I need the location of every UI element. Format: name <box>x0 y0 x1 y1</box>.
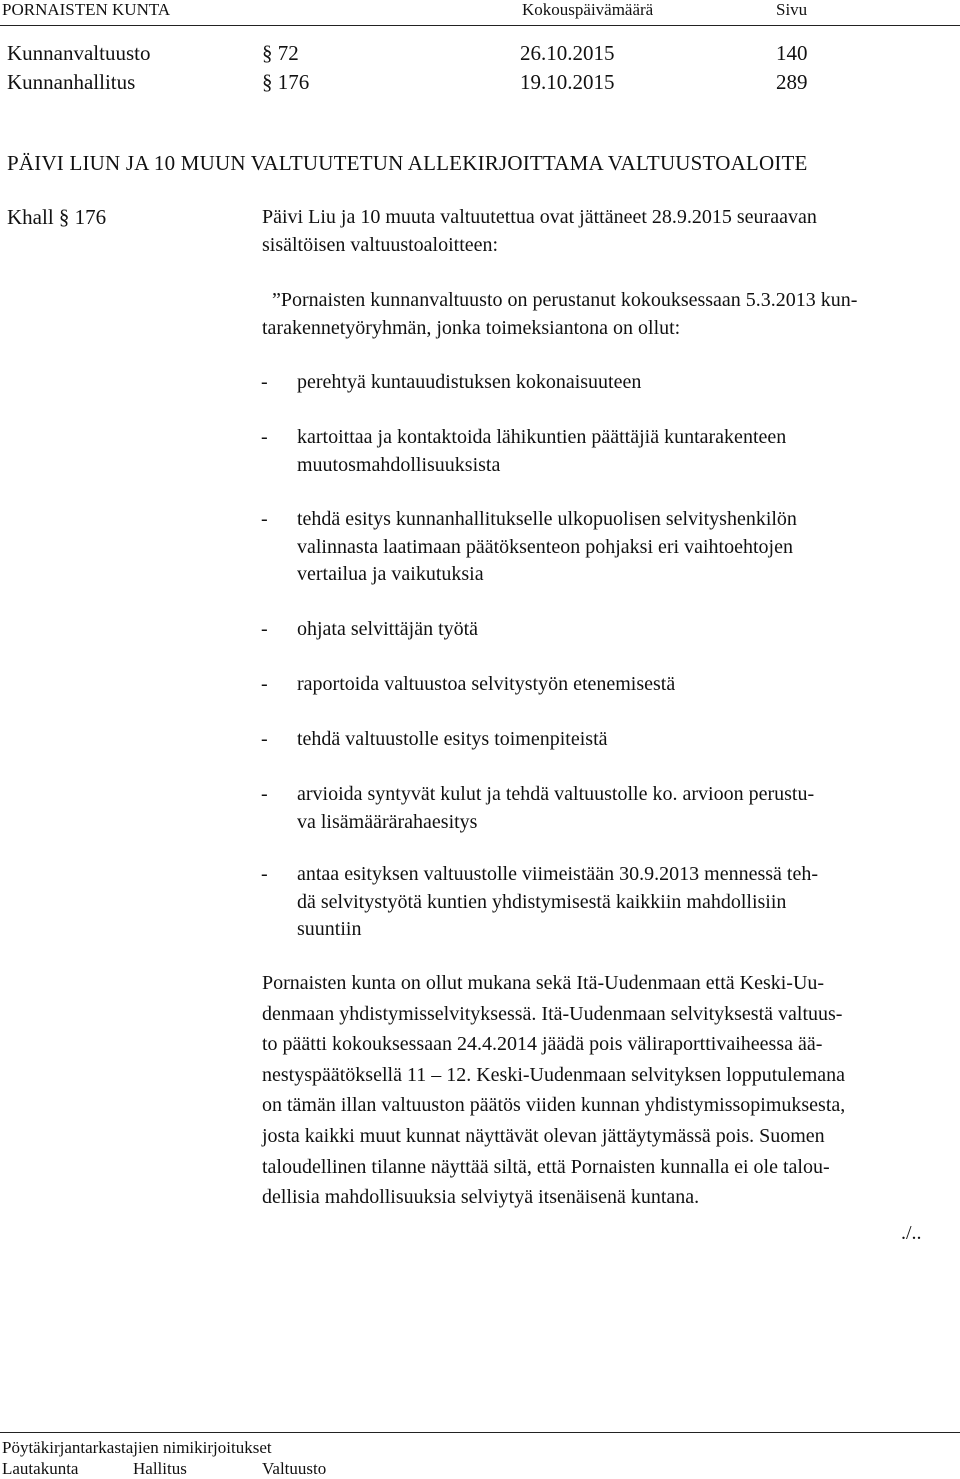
list-item-line: kartoittaa ja kontaktoida lähikuntien päättäjiä kuntarakenteen <box>297 426 787 448</box>
footer-column-label: Valtuusto <box>262 1459 327 1478</box>
list-item-line: tehdä valtuustolle esitys toimenpiteistä <box>297 728 608 750</box>
signatures-label: Pöytäkirjantarkastajien nimikirjoitukset <box>2 1438 272 1457</box>
list-dash: - <box>261 863 268 885</box>
paragraph-line: josta kaikki muut kunnat näyttävät olevan jättäytymässä pois. Suomen <box>262 1124 825 1147</box>
list-dash: - <box>261 508 268 530</box>
list-item-line: dä selvitystyötä kuntien yhdistymisestä kaikkiin mahdollisiin <box>297 890 787 913</box>
header-rule <box>0 25 960 26</box>
list-item <box>261 616 952 644</box>
quote-intro <box>262 287 857 342</box>
document-title: PÄIVI LIUN JA 10 MUUN VALTUUTETUN ALLEKIRJOITTAMA VALTUUSTOALOITE <box>7 151 808 175</box>
quote-line: ”Pornaisten kunnanvaltuusto on perustanut kokouksessaan 5.3.2013 kun- <box>272 289 858 311</box>
list-item-line: suuntiin <box>297 918 362 940</box>
list-dash: - <box>261 783 268 805</box>
list-item <box>261 671 952 699</box>
page-column-label: Sivu <box>776 0 808 19</box>
list-item-line: perehtyä kuntauudistuksen kokonaisuuteen <box>297 371 642 393</box>
footer-rule <box>0 1432 960 1433</box>
ref-body: Kunnanhallitus <box>7 70 136 94</box>
list-item <box>261 781 952 836</box>
list-dash: - <box>261 673 268 695</box>
ref-section: § 72 <box>262 41 299 65</box>
list-dash: - <box>261 371 268 393</box>
intro-line: sisältöisen valtuustoaloitteen: <box>262 233 499 256</box>
list-item <box>261 424 952 479</box>
list-item <box>261 726 952 754</box>
list-dash: - <box>261 618 268 640</box>
paragraph-line: dellisia mahdollisuuksia selviytyä itsenäisenä kuntana. <box>262 1186 700 1209</box>
list-item-line: valinnasta laatimaan päätöksenteon pohjaksi eri vaihtoehtojen <box>297 535 793 558</box>
intro-line: Päivi Liu ja 10 muuta valtuutettua ovat jättäneet 28.9.2015 seuraavan <box>262 206 817 228</box>
intro-paragraph <box>262 204 817 259</box>
paragraph-line: to päätti kokouksessaan 24.4.2014 jäädä pois väliraporttivaiheessa ää- <box>262 1033 823 1056</box>
list-item <box>261 506 952 589</box>
ref-date: 19.10.2015 <box>520 70 615 94</box>
list-item-line: antaa esityksen valtuustolle viimeistään 30.9.2013 mennessä teh- <box>297 863 818 885</box>
quote-line: tarakennetyöryhmän, jonka toimeksiantona on ollut: <box>262 316 681 339</box>
footer-column-label: Hallitus <box>133 1459 187 1478</box>
paragraph-line: Pornaisten kunta on ollut mukana sekä Itä-Uudenmaan että Keski-Uu- <box>262 972 825 994</box>
list-item-line: tehdä esitys kunnanhallitukselle ulkopuolisen selvityshenkilön <box>297 508 797 530</box>
ref-page: 140 <box>776 41 808 65</box>
section-ref: Khall § 176 <box>7 205 107 229</box>
list-dash: - <box>261 728 268 750</box>
list-item-line: muutosmahdollisuuksista <box>297 453 501 476</box>
ref-body: Kunnanvaltuusto <box>7 41 151 65</box>
list-item <box>261 861 952 944</box>
ref-section: § 176 <box>262 70 310 94</box>
list-item-line: raportoida valtuustoa selvitystyön etenemisestä <box>297 673 676 695</box>
list-item-line: vertailua ja vaikutuksia <box>297 563 484 585</box>
ref-page: 289 <box>776 70 808 94</box>
ref-date: 26.10.2015 <box>520 41 615 65</box>
org-name: PORNAISTEN KUNTA <box>2 0 171 19</box>
list-item <box>261 369 952 397</box>
list-item-line: arvioida syntyvät kulut ja tehdä valtuustolle ko. arvioon perustu- <box>297 783 815 805</box>
paragraph-line: on tämän illan valtuuston päätös viiden kunnan yhdistymissopimuksesta, <box>262 1094 846 1117</box>
paragraph-line: nestyspäätöksellä 11 – 12. Keski-Uudenmaan selvityksen lopputulemana <box>262 1063 846 1086</box>
list-item-line: ohjata selvittäjän työtä <box>297 618 479 640</box>
paragraph-line: denmaan yhdistymisselvityksessä. Itä-Uudenmaan selvityksestä valtuus- <box>262 1002 843 1025</box>
continuation-marker: ./.. <box>901 1222 922 1244</box>
closing-paragraph <box>262 968 952 1213</box>
date-column-label: Kokouspäivämäärä <box>522 0 654 19</box>
list-dash: - <box>261 426 268 448</box>
footer-column-label: Lautakunta <box>2 1459 79 1478</box>
list-item-line: va lisämäärärahaesitys <box>297 810 478 833</box>
paragraph-line: taloudellinen tilanne näyttää siltä, että Pornaisten kunnalla ei ole talou- <box>262 1155 830 1178</box>
